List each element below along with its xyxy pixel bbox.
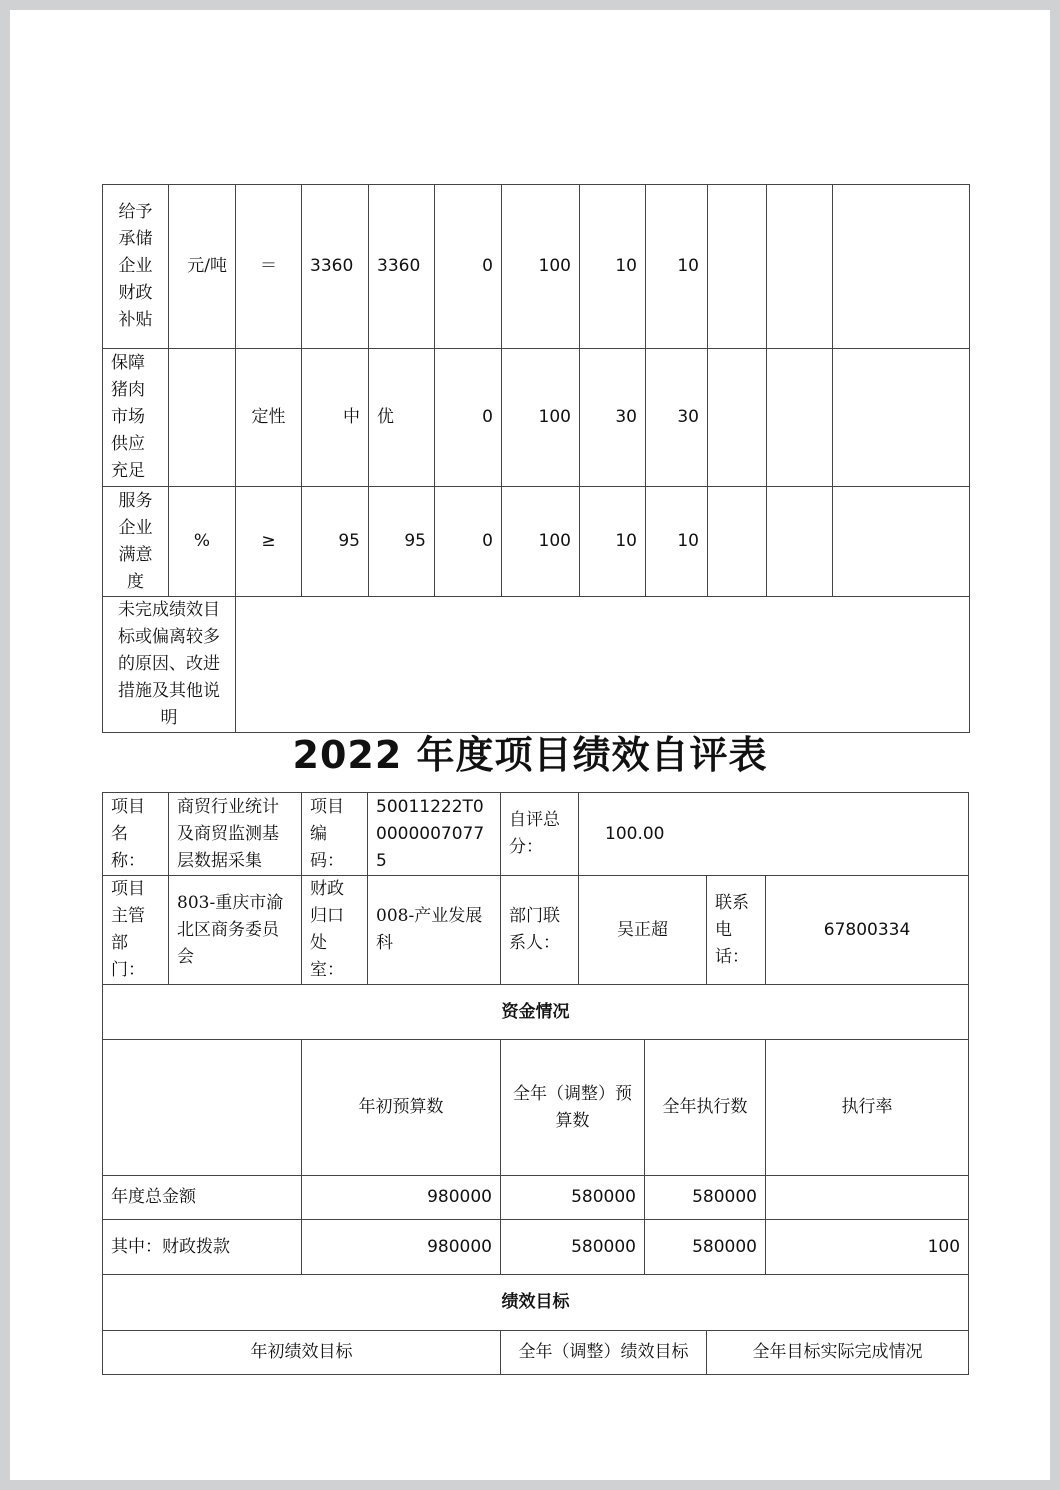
indicator-cell: 10 — [646, 185, 708, 349]
unfinished-reason-value — [236, 597, 970, 733]
contact-label: 部门联系人： — [501, 876, 579, 985]
indicator-target: 中 — [302, 349, 369, 487]
document-page — [10, 10, 1050, 1480]
funds-row-label: 其中：财政拨款 — [103, 1220, 302, 1275]
indicator-operator: 定性 — [236, 349, 302, 487]
table-row — [103, 1331, 969, 1375]
empty-cell — [767, 487, 833, 597]
empty-cell — [833, 487, 970, 597]
indicator-cell: 0 — [435, 487, 502, 597]
funds-executed: 580000 — [645, 1176, 766, 1220]
project-name-label: 项目名称： — [103, 793, 169, 876]
dept-label: 项目主管部门： — [103, 876, 169, 985]
table-row — [103, 1220, 969, 1275]
empty-cell — [767, 185, 833, 349]
unfinished-reason-label: 未完成绩效目标或偏离较多的原因、改进措施及其他说明 — [103, 597, 236, 733]
table-row — [103, 1275, 969, 1331]
funds-row-label: 年度总金额 — [103, 1176, 302, 1220]
table-row — [103, 597, 970, 733]
project-code-value: 50011222T000000070775 — [368, 793, 501, 876]
indicator-target: 95 — [302, 487, 369, 597]
table-row — [103, 876, 969, 985]
empty-cell — [767, 349, 833, 487]
indicator-actual: 95 — [369, 487, 435, 597]
funds-header: 年初预算数 — [302, 1040, 501, 1176]
goals-header: 年初绩效目标 — [103, 1331, 501, 1375]
funds-adjusted: 580000 — [501, 1220, 645, 1275]
funds-header-blank — [103, 1040, 302, 1176]
project-code-label: 项目编码： — [302, 793, 368, 876]
funds-rate — [766, 1176, 969, 1220]
funds-header: 全年（调整）预算数 — [501, 1040, 645, 1176]
empty-cell — [833, 185, 970, 349]
contact-value: 吴正超 — [579, 876, 707, 985]
funds-initial: 980000 — [302, 1176, 501, 1220]
funds-initial: 980000 — [302, 1220, 501, 1275]
empty-cell — [708, 487, 767, 597]
indicator-target: 3360 — [302, 185, 369, 349]
indicator-unit: 元/吨 — [169, 185, 236, 349]
goals-section-title: 绩效目标 — [103, 1275, 969, 1331]
indicator-actual: 优 — [369, 349, 435, 487]
indicator-name: 服务企业满意度 — [103, 487, 169, 597]
indicator-name: 保障猪肉市场供应充足 — [103, 349, 169, 487]
indicator-cell: 10 — [580, 487, 646, 597]
goals-header: 全年（调整）绩效目标 — [501, 1331, 707, 1375]
table-row — [103, 985, 969, 1040]
self-score-label: 自评总分： — [501, 793, 579, 876]
indicator-cell: 10 — [580, 185, 646, 349]
funds-section-title: 资金情况 — [103, 985, 969, 1040]
funds-executed: 580000 — [645, 1220, 766, 1275]
funds-adjusted: 580000 — [501, 1176, 645, 1220]
indicator-cell: 10 — [646, 487, 708, 597]
indicator-cell: 30 — [580, 349, 646, 487]
indicator-unit — [169, 349, 236, 487]
indicator-actual: 3360 — [369, 185, 435, 349]
indicator-operator: ≥ — [236, 487, 302, 597]
indicator-cell: 0 — [435, 349, 502, 487]
indicator-cell: 0 — [435, 185, 502, 349]
table-row — [103, 793, 969, 876]
indicator-operator: ＝ — [236, 185, 302, 349]
goals-header: 全年目标实际完成情况 — [707, 1331, 969, 1375]
table-row — [103, 487, 970, 597]
table-row — [103, 1176, 969, 1220]
funds-header: 执行率 — [766, 1040, 969, 1176]
indicator-name: 给予承储企业财政补贴 — [103, 185, 169, 349]
table-row — [103, 1040, 969, 1176]
table-row — [103, 349, 970, 487]
empty-cell — [708, 349, 767, 487]
indicator-table — [102, 184, 970, 733]
empty-cell — [833, 349, 970, 487]
phone-value: 67800334 — [766, 876, 969, 985]
empty-cell — [708, 185, 767, 349]
indicator-unit: % — [169, 487, 236, 597]
finance-office-value: 008-产业发展科 — [368, 876, 501, 985]
table-row — [103, 185, 970, 349]
project-name-value: 商贸行业统计及商贸监测基层数据采集 — [169, 793, 302, 876]
phone-label: 联系电话： — [707, 876, 766, 985]
dept-value: 803-重庆市渝北区商务委员会 — [169, 876, 302, 985]
indicator-cell: 30 — [646, 349, 708, 487]
self-evaluation-table — [102, 792, 969, 1375]
indicator-cell: 100 — [502, 185, 580, 349]
indicator-cell: 100 — [502, 487, 580, 597]
form-title: 2022 年度项目绩效自评表 — [292, 733, 768, 777]
indicator-cell: 100 — [502, 349, 580, 487]
funds-rate: 100 — [766, 1220, 969, 1275]
finance-office-label: 财政归口处室： — [302, 876, 368, 985]
self-score-value: 100.00 — [579, 793, 969, 876]
funds-header: 全年执行数 — [645, 1040, 766, 1176]
